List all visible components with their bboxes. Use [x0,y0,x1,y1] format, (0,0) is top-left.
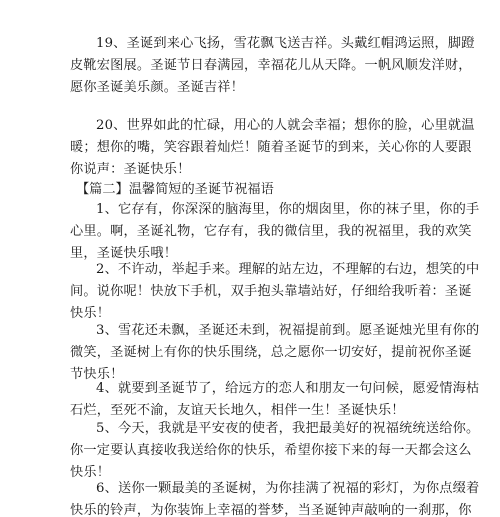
paragraph-s6 [70,478,480,517]
paragraph-s1 [70,199,480,265]
paragraph-line: 快乐！ [70,465,111,480]
paragraph-line: 节快乐！ [70,367,124,382]
paragraph-line: 5、今天，我就是平安夜的使者，我把最美好的祝福统统送给你。 [96,421,480,436]
paragraph-line: 6、送你一颗最美的圣诞树，为你挂满了祝福的彩灯，为你点缀着 [96,481,480,496]
paragraph-line: 1、它存有，你深深的脑海里，你的烟囱里，你的袜子里，你的手 [96,202,480,217]
paragraph-s3 [70,320,480,386]
paragraph-s2 [70,259,480,325]
paragraph-19 [70,33,475,99]
paragraph-line: 愿你圣诞美乐颜。圣诞吉祥！ [70,80,245,95]
paragraph-line: 间。说你呢！快放下手机，双手抱头靠墙站好，仔细给我听着：圣诞 [70,284,472,299]
paragraph-line: 微笑，圣诞树上有你的快乐围绕，总之愿你一切安好，提前祝你圣诞 [70,345,472,360]
paragraph-20 [70,115,475,181]
paragraph-line: 2、不许动，举起手来。理解的站左边，不理解的右边，想笑的中 [96,262,480,277]
paragraph-line: 心里。啊，圣诞礼物，它存有，我的微信里，我的祝福里，我的欢笑 [70,224,472,239]
paragraph-line: 你一定要认真接收我送给你的快乐，希望你接下来的每一天都会这么 [70,443,472,458]
paragraph-line: 暖；想你的嘴，笑容跟着灿烂！随着圣诞节的到来，关心你的人要跟 [70,140,472,155]
section-heading: 【篇二】温馨简短的圣诞节祝福语 [76,182,274,197]
paragraph-s4 [70,378,480,422]
paragraph-line: 20、世界如此的忙碌，用心的人就会幸福；想你的脸，心里就温 [96,118,475,133]
paragraph-line: 4、就要到圣诞节了，给远方的恋人和朋友一句问候，愿爱情海枯 [96,381,480,396]
paragraph-line: 3、雪花还未飘，圣诞还未到，祝福提前到。愿圣诞烛光里有你的 [96,323,480,338]
paragraph-line: 快乐！ [70,306,111,321]
paragraph-s5 [70,418,480,484]
paragraph-line: 你说声：圣诞快乐！ [70,162,191,177]
paragraph-line: 石烂，至死不渝，友谊天长地久，相伴一生！圣诞快乐！ [70,403,405,418]
paragraph-line: 皮靴宏图展。圣诞节日春满园，幸福花儿从天降。一帆风顺发洋财， [70,58,472,73]
paragraph-line: 里，圣诞快乐哦！ [70,246,178,261]
paragraph-line: 19、圣诞到来心飞扬，雪花飘飞送吉祥。头戴红帽鸿运照，脚蹬 [96,36,475,51]
paragraph-line: 快乐的铃声，为你装饰上幸福的誉梦，当圣诞钟声敲响的一刹那，你 [70,503,472,517]
